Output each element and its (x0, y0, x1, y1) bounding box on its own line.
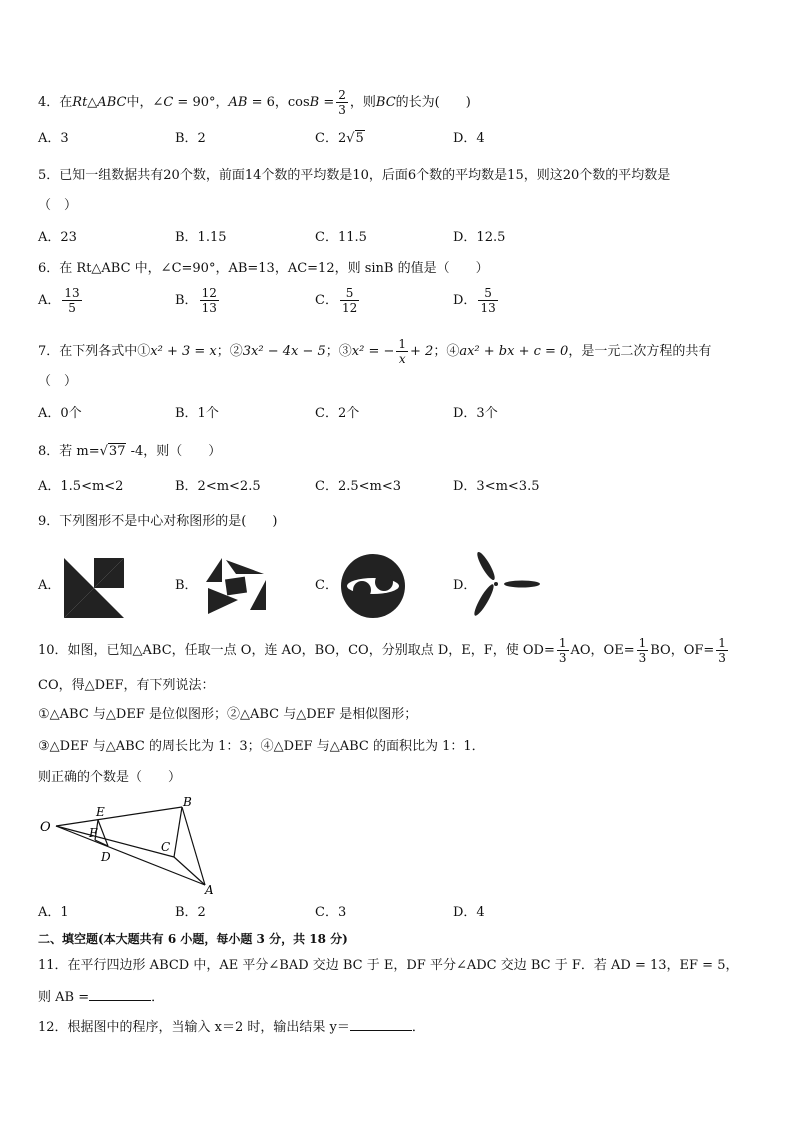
q5-option-c[interactable]: C．11.5 (315, 230, 367, 245)
q10-text: AO，OE= (570, 643, 635, 658)
fig-label-a: A (205, 883, 214, 897)
q7-expr-3: x² = − (351, 344, 395, 359)
q5-option-a[interactable]: A．23 (38, 230, 77, 245)
fig-label-f: F (89, 826, 98, 840)
q4-ab: AB (228, 95, 248, 110)
fraction-denominator: 3 (338, 103, 346, 117)
q11-text: ． (151, 990, 165, 1005)
q6-option-d[interactable] (453, 286, 500, 315)
fraction-numerator: 5 (478, 286, 497, 301)
pinwheel-figure (64, 558, 124, 618)
q4-text: ，则 (349, 95, 376, 110)
q4-b: B (309, 95, 320, 110)
q5-option-d[interactable]: D．12.5 (453, 230, 506, 245)
fig-label-e: E (96, 805, 105, 819)
q8-text: 8．若 m= (38, 444, 100, 459)
q4-text: = 90°， (173, 95, 229, 110)
q9-option-d[interactable]: D． (453, 578, 477, 593)
sqrt-symbol: √ (346, 131, 355, 146)
fraction-denominator: 13 (480, 301, 496, 315)
fraction-denominator: 3 (638, 651, 647, 665)
q8-option-c[interactable]: C．2.5<m<3 (315, 479, 402, 494)
q9-stem: 9．下列图形不是中心对称图形的是( ) (38, 514, 278, 529)
q4-angle-c: C (163, 95, 174, 110)
q6-stem: 6．在 Rt△ABC 中，∠C=90°，AB=13，AC=12，则 sinB 的值是（ ） (38, 261, 489, 276)
fraction-denominator: 3 (558, 651, 567, 665)
q9-option-a[interactable]: A． (38, 578, 61, 593)
fraction-denominator: 5 (68, 301, 76, 315)
option-fraction (340, 286, 359, 315)
q12-text: ． (411, 1020, 425, 1035)
q12-text: 12．根据图中的程序，当输入 x＝2 时，输出结果 y＝ (38, 1020, 350, 1035)
q10-option-d[interactable]: D．4 (453, 905, 485, 920)
sqrt-symbol: √ (99, 444, 108, 459)
q4-option-c-label: C．2 (315, 131, 347, 146)
fig-label-o: O (40, 820, 51, 835)
q7-option-a[interactable]: A．0个 (38, 406, 82, 421)
q10-fraction-1 (557, 636, 569, 665)
q5-option-b[interactable]: B．1.15 (175, 230, 227, 245)
tangram-figure (202, 556, 270, 616)
q6-option-b[interactable] (175, 286, 221, 315)
q4-option-b[interactable]: B．2 (175, 131, 206, 146)
fraction-denominator: 12 (341, 301, 358, 315)
q7-sep: ；② (216, 344, 243, 359)
fraction-numerator: 1 (558, 636, 567, 650)
q10-stem (38, 636, 730, 665)
q4-fraction (336, 88, 348, 117)
q11-line1: 11．在平行四边形 ABCD 中，AE 平分∠BAD 交边 BC 于 E，DF 平分∠ADC 交边 BC 于 F．若 AD = 13，EF = 5， (38, 958, 739, 973)
q7-option-c[interactable]: C．2个 (315, 406, 360, 421)
section-title: 二、填空题(本大题共有 6 小题，每小题 3 分，共 18 分) (38, 932, 348, 946)
fraction-numerator: 12 (201, 286, 217, 300)
q9-option-b[interactable]: B． (175, 578, 198, 593)
q4-bc: BC (375, 95, 396, 110)
option-label: B． (175, 293, 198, 308)
propeller-figure (470, 550, 546, 622)
fraction-denominator: 3 (718, 651, 726, 665)
option-fraction (478, 286, 497, 315)
fraction-numerator: 1 (638, 636, 647, 650)
q4-text: 的长为( ) (395, 95, 471, 110)
q7-option-d[interactable]: D．3个 (453, 406, 498, 421)
q4-text: = (319, 95, 335, 110)
q6-option-a[interactable] (38, 286, 84, 315)
q7-text: 7．在下列各式中① (38, 344, 151, 359)
option-fraction (62, 286, 81, 315)
fraction-numerator: 13 (64, 286, 80, 300)
q10-option-c[interactable]: C．3 (315, 905, 347, 920)
q8-option-a[interactable]: A．1.5<m<2 (38, 479, 124, 494)
q7-expr-2: 3x² − 4x − 5 (242, 344, 326, 359)
q4-stem (38, 88, 471, 117)
fig-label-b: B (183, 795, 192, 809)
q10-line2: CO，得△DEF，有下列说法： (38, 678, 215, 693)
q10-line4: ③△DEF 与△ABC 的周长比为 1：3；④△DEF 与△ABC 的面积比为 1：1． (38, 739, 485, 754)
fraction-denominator: 13 (201, 301, 217, 315)
q10-fraction-2 (637, 636, 649, 665)
q10-line3: ①△ABC 与△DEF 是位似图形；②△ABC 与△DEF 是相似图形； (38, 707, 418, 722)
q7-expr-1: x² + 3 = x (150, 344, 217, 359)
q8-stem (38, 443, 221, 461)
q11-text: 则 AB = (38, 990, 90, 1005)
q6-option-c[interactable] (315, 286, 361, 315)
q4-triangle: Rt△ABC (72, 95, 127, 110)
q10-fraction-3 (716, 636, 728, 665)
q7-expr-3b: + 2 (410, 344, 434, 359)
fig-label-d: D (101, 850, 111, 864)
circle-figure (338, 552, 408, 620)
q10-line5: 则正确的个数是（ ） (38, 770, 182, 785)
option-label: C． (315, 293, 338, 308)
q7-expr-4: ax² + bx + c = 0 (459, 344, 569, 359)
fig-label-c: C (161, 840, 171, 854)
option-label: A． (38, 293, 61, 308)
option-label: D． (453, 293, 477, 308)
q8-radicand: 37 (108, 444, 126, 459)
q5-stem: 5．已知一组数据共有20个数，前面14个数的平均数是10，后面6个数的平均数是15，则这20个数的平均数是 (38, 168, 671, 183)
q7-bracket: （ ） (38, 374, 78, 389)
q4-text: 在 (59, 95, 73, 110)
q8-option-d[interactable]: D．3<m<3.5 (453, 479, 540, 494)
q11-line2 (38, 988, 164, 1007)
q4-text: = 6，cos (247, 95, 310, 110)
q5-bracket: （ ） (38, 198, 78, 213)
q8-option-b[interactable]: B．2<m<2.5 (175, 479, 261, 494)
q7-sep: ；④ (433, 344, 460, 359)
q4-option-c-radicand: 5 (355, 131, 364, 146)
q4-option-d[interactable]: D．4 (453, 131, 485, 146)
fraction-denominator: x (398, 352, 406, 366)
q10-option-b[interactable]: B．2 (175, 905, 206, 920)
fraction-numerator: 2 (338, 88, 346, 102)
q7-sep: ；③ (325, 344, 352, 359)
q9-option-c[interactable]: C． (315, 578, 338, 593)
fraction-numerator: 1 (398, 337, 407, 351)
q4-text: 中，∠ (126, 95, 164, 110)
q7-text: ，是一元二次方程的共有 (568, 344, 712, 359)
q4-option-a[interactable]: A．3 (38, 131, 69, 146)
q10-figure (38, 795, 228, 897)
q4-option-c[interactable] (315, 130, 365, 148)
q10-option-a[interactable]: A．1 (38, 905, 69, 920)
q11-answer-blank[interactable] (89, 988, 151, 1001)
fraction-numerator: 1 (718, 636, 726, 650)
q7-stem (38, 337, 711, 366)
q12-answer-blank[interactable] (350, 1018, 412, 1031)
q10-text: BO，OF= (650, 643, 715, 658)
fraction-numerator: 5 (340, 286, 359, 301)
q12-stem (38, 1018, 425, 1037)
option-fraction (200, 286, 219, 315)
q10-text: 10．如图，已知△ABC，任取一点 O，连 AO，BO，CO，分别取点 D，E，F，使 OD= (38, 643, 555, 658)
q7-option-b[interactable]: B．1个 (175, 406, 219, 421)
q8-text: -4，则（ ） (126, 444, 222, 459)
q7-fraction (396, 337, 408, 366)
q4-number: 4． (38, 95, 60, 110)
